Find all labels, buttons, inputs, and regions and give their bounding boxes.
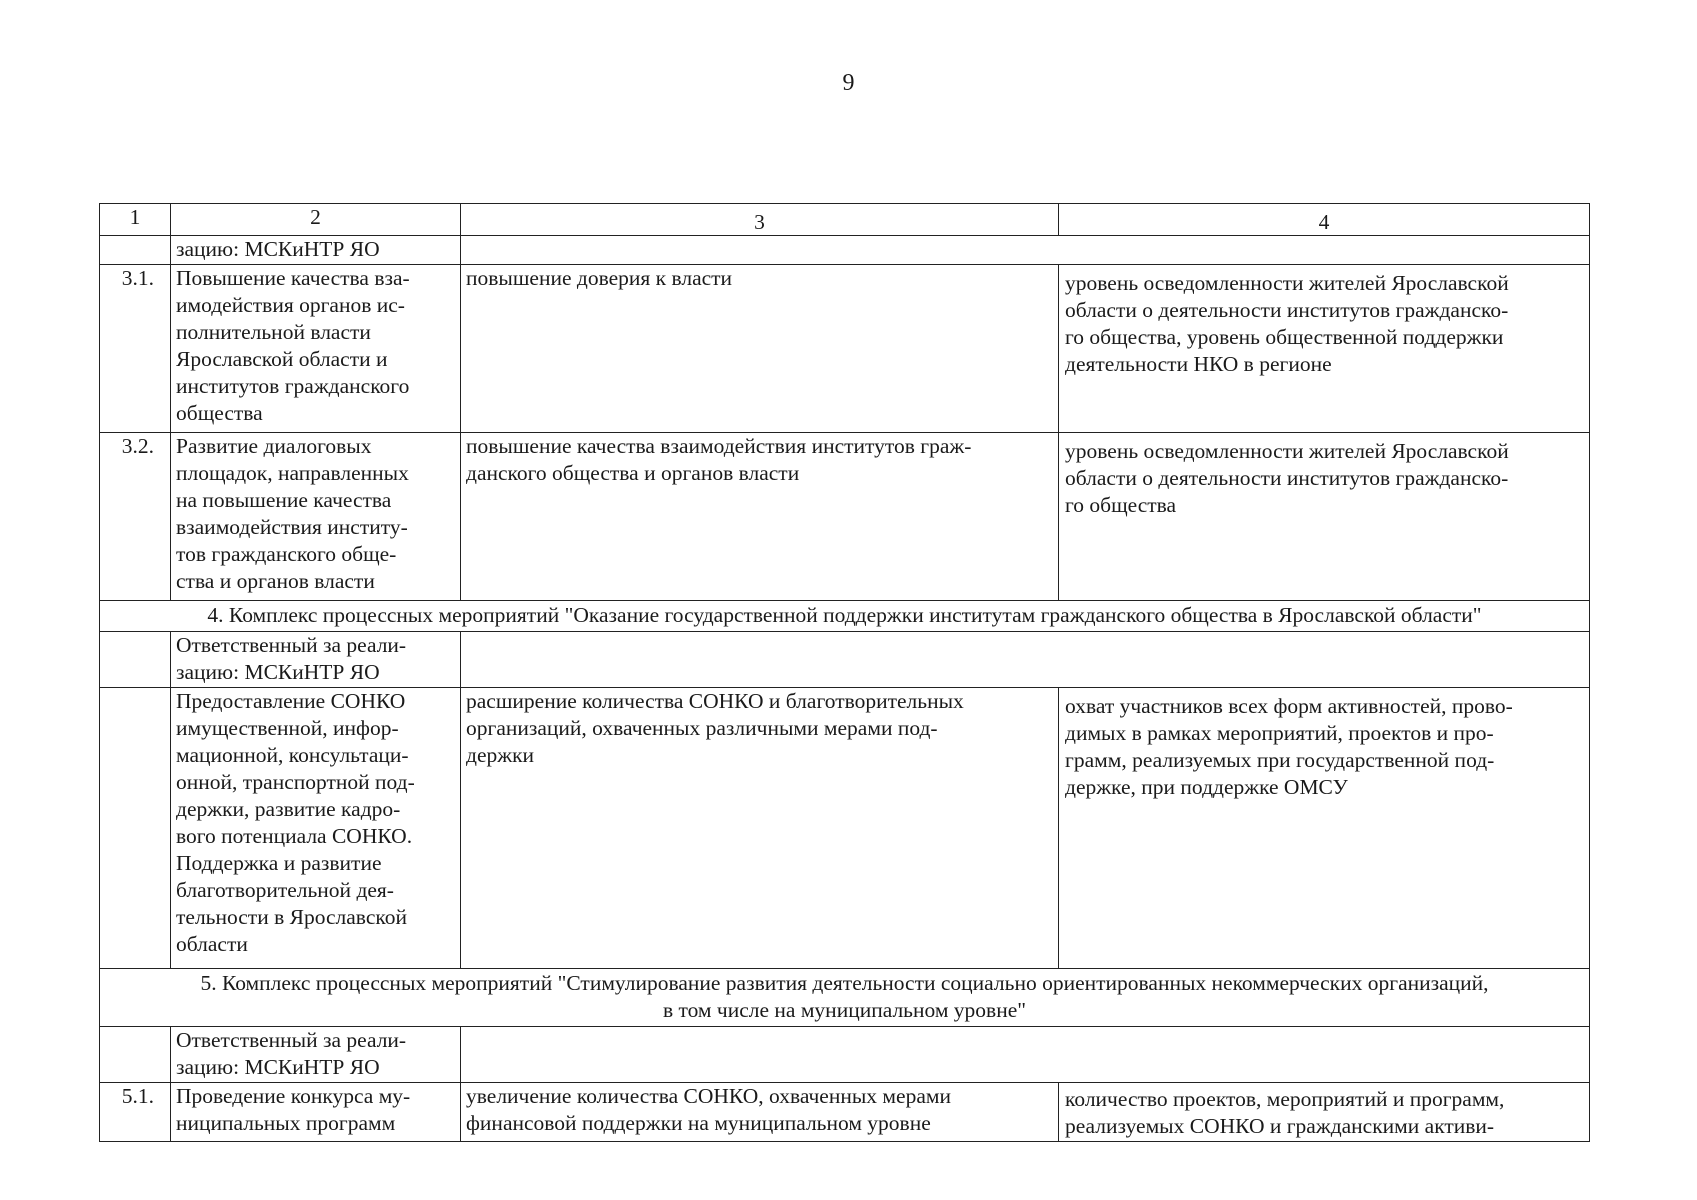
indicator-cell: количество проектов, мероприятий и программ, реализуемых СОНКО и гражданскими активи-: [1059, 1083, 1590, 1142]
indicator-cell: уровень осведомленности жителей Ярославской области о деятельности институтов гражданско- го общества, уровень общественной поддержки деятельности НКО в регионе: [1059, 265, 1590, 433]
section-heading-4: 4. Комплекс процессных мероприятий "Оказание государственной поддержки институтам гражданского общества в Ярославской области": [100, 601, 1590, 632]
row-number: 5.1.: [100, 1083, 171, 1142]
responsible-cell: Ответственный за реали- зацию: МСКиНТР ЯО: [171, 1027, 461, 1083]
section-heading-5: 5. Комплекс процессных мероприятий "Стимулирование развития деятельности социально ориентированных некоммерческих организаций, в том числе на муниципальном уровне": [100, 969, 1590, 1027]
page-number: 9: [842, 70, 855, 96]
table-row: [100, 1027, 1590, 1083]
measure-cell: Повышение качества вза- имодействия органов ис- полнительной власти Ярославской области и институтов гражданского общества: [171, 265, 461, 433]
result-cell: повышение качества взаимодействия институтов граж- данского общества и органов власти: [461, 433, 1059, 601]
indicator-cell: уровень осведомленности жителей Ярославской области о деятельности институтов гражданско- го общества: [1059, 433, 1590, 601]
measure-cell: Проведение конкурса му- ниципальных программ: [171, 1083, 461, 1142]
table-row: [100, 1083, 1590, 1142]
result-cell: повышение доверия к власти: [461, 265, 1059, 433]
section-row: [100, 601, 1590, 632]
header-cell-3: 3: [461, 204, 1059, 236]
row-number: [100, 688, 171, 969]
indicator-cell: охват участников всех форм активностей, прово- димых в рамках мероприятий, проектов и про- грамм, реализуемых при государственной под- держке, при поддержке ОМСУ: [1059, 688, 1590, 969]
table-row: [100, 236, 1590, 265]
row-number: 3.1.: [100, 265, 171, 433]
row-number: [100, 632, 171, 688]
empty-span-cell: [461, 632, 1590, 688]
empty-span-cell: [461, 1027, 1590, 1083]
result-cell: расширение количества СОНКО и благотворительных организаций, охваченных различными мерами под- держки: [461, 688, 1059, 969]
row-number: [100, 236, 171, 265]
result-cell: увеличение количества СОНКО, охваченных мерами финансовой поддержки на муниципальном уровне: [461, 1083, 1059, 1142]
measures-table: [99, 203, 1590, 1142]
table-row: [100, 632, 1590, 688]
row-number: [100, 1027, 171, 1083]
measure-cell: зацию: МСКиНТР ЯО: [171, 236, 461, 265]
header-cell-1: 1: [100, 204, 171, 236]
table-row: [100, 433, 1590, 601]
row-number: 3.2.: [100, 433, 171, 601]
measure-cell: Развитие диалоговых площадок, направленных на повышение качества взаимодействия институ- тов гражданского обще- ства и органов власти: [171, 433, 461, 601]
header-cell-4: 4: [1059, 204, 1590, 236]
header-cell-2: 2: [171, 204, 461, 236]
responsible-cell: Ответственный за реали- зацию: МСКиНТР ЯО: [171, 632, 461, 688]
section-row: [100, 969, 1590, 1027]
table-row: [100, 688, 1590, 969]
table-row: [100, 265, 1590, 433]
empty-span-cell: [461, 236, 1590, 265]
header-row: [100, 204, 1590, 236]
measure-cell: Предоставление СОНКО имущественной, инфор- мационной, консультаци- онной, транспортной под- держки, развитие кадро- вого потенциала СОНКО. Поддержка и развитие благотворительной дея- тельности в Ярославской области: [171, 688, 461, 969]
